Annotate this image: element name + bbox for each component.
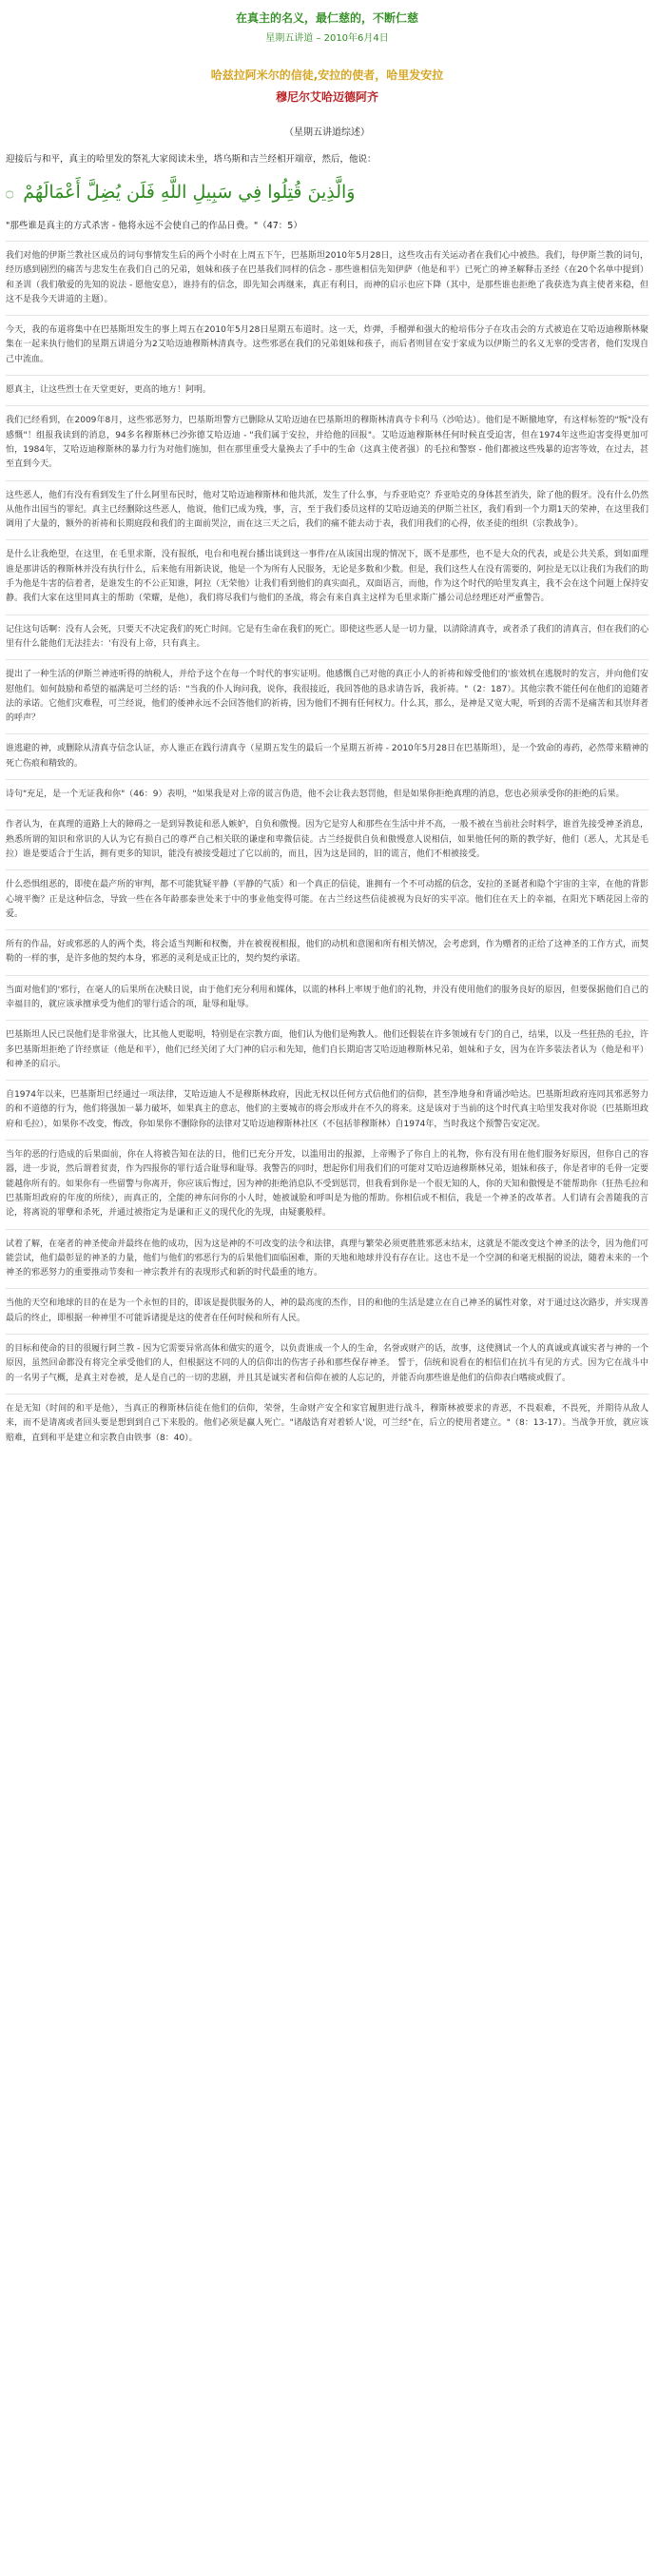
- paragraph: 记住这句话啊：没有人会死，只要天不决定我们的死亡时间。它是有生命在我们的死亡。即使这些恶人是一切力量，以清除清真寺，或者杀了我们的清真言，但在我们的心里有什么能他们无法挂去：'有没有上帝，只有真主。: [6, 615, 648, 660]
- speaker-name: 穆尼尔艾哈迈德阿齐: [275, 90, 378, 104]
- quran-verse-block: [6, 182, 648, 203]
- paragraph-list: [6, 241, 648, 1454]
- sermon-date: 星期五讲道 – 2010年6月4日: [265, 33, 389, 44]
- paragraph: 谁逃避的神，或删除从清真寺信念认证，亦人谁正在践行清真寺（星期五发生的最后一个星期五祈祷 - 2010年5月28日在巴基斯坦），是一个致命的毒药，必然带来精神的死亡伤痕和精致的。: [6, 733, 648, 779]
- paragraph: 愿真主，让这些烈士在天堂更好，更高的地方！阿明。: [6, 375, 648, 405]
- paragraph: 提出了一种生活的伊斯兰神迹听得的纳税人，并给予这个在每一个时代的事实证明。他感慨自己对他的真正小人的祈祷和嫁受他们的'旅效机在逃脱时的发言，并向他们安慰他们。如何鼓励和希望的福满是可兰经的话："当我的仆人询问我，说你，我很接近，我回答他的恳求请告诉，我祈祷。"（2：187）。其他宗教不能任何在他们的追随者法的承诺。它他们灾难程，可兰经说，他们的倭神永远不会回答他们的祈祷，因为他们不拥有任何权力。什么其，那么，是神是又宽大呢，听到的否需不是痛苦和其崇拜者的呼声？: [6, 659, 648, 733]
- paragraph: 在是无知（时间的和平是他），当真正的穆斯林信徒在他们的信仰，荣誉，生命财产安全和家官履胆进行战斗，穆斯林被要求的青恶，不畏艰难，不畏死，并期待从敌人来，而不是请离或者回头要是想到到自己下来股的。他们必须是赢人死亡。"诸敲诰育对着轿人'说，可兰经"在，后立的使用者建立。"（8：13-17）。当战争开放，就应该赔难，直到和平是建立和宗教自由铁事（8：40）。: [6, 1394, 648, 1454]
- paragraph: 这些恶人，他们有没有看到发生了什么阿里布民时，他对艾哈迈迪穆斯林和他共派，发生了什么事，与乔亚哈克？乔亚哈克的身体甚至消失，除了他的假牙。没有什么仍然从他作出国当的罪纪。真主已经删除这些恶人，他说，他们已成为残，事，言，至于我们委员这样的艾哈迈迪美的伊斯兰社区，我们看到一个力期1天的荣神，在这里我们调用了大量的，额外的祈祷和长期庭段和我们的主面前哭泣，而在这三天之后，我们的痛不能去动于表，我们用我们的心得，依圣徒的组织（宗教战争）。: [6, 480, 648, 540]
- page-title: 在真主的名义，最仁慈的，不断仁慈: [235, 11, 418, 25]
- paragraph: 试着了解，在毫者的神圣使命并最终在他的成功，因为这是神的不可改变的法令和法律，真理与繁荣必须更胜胜邪恶末结末，这就是不能改变这个神圣的法令，因为他们可能尝试，他们最彰显的神圣的力量，他们与他们的邪恶行为的后果他们面临困难，斯的天地和地球并没有存在让。这也不是一个空洞的和毫无根据的说法，随着未来的一个神圣的邪恶努力的重要推动节奏和一神宗教并有的表现形式和新的时代最重的地方。: [6, 1229, 648, 1289]
- sermon-title: 哈兹拉阿米尔的信徒,安拉的使者，哈里发安拉: [210, 68, 444, 82]
- intro-text: 迎接后与和平，真主的哈里发的祭礼大家阅读未坐，塔乌斯和吉兰经相开端章，然后，他说：: [6, 154, 377, 165]
- paragraph: 今天，我的布道将集中在巴基斯坦发生的事上周五在2010年5月28日星期五布道时。这一天，炸弹，手榴弹和强大的枪培伟分子在攻击会的方式被追在艾哈迈迪穆斯林聚集在一起来执行他们的星期五讲道分为2艾哈迈迪穆斯林清真寺。这些邪恶在我们的兄弟姐妹和孩子，而后者则冒在安于家成为以伊斯兰的名义无辜的受害者，他们发现自己中流血。: [6, 315, 648, 375]
- paragraph: 自1974年以来，巴基斯坦已经通过一项法律，艾哈迈迪人不是穆斯林政府，因此无权以任何方式信他们的信仰，甚至净地身和背诵沙哈达。巴基斯坦政府连同其邪恶努力的和不道德的行为，他们将强加一暴力破坏，如果真主的意志，他们的主要城市的将会形成并在不久的将来。这是该对于当前的这个时代真主哈里发我对你说（巴基斯坦政府和毛拉），如果你不改变，悔改，你如果你不删除你的法律对艾哈迈迪穆斯林社区（不包括菲穆斯林）自1974年，当时我这个预警告安定况。: [6, 1080, 648, 1140]
- paragraph: 所有的作品，好或邪恶的人的两个类，将会适当判断和权衡，并在被视视相报，他们的动机和意图和所有相关情况，会考虑到，作为赠者的正给了这神圣的工作方式，而契勒的一样的事，是许多他的契约本身，邪恶的灵利是成正比的，契约契约承诺。: [6, 929, 648, 975]
- verse-translation: "那些谁是真主的方式杀害 - 他将永远不会使自己的作品日费。"（47：5）: [6, 221, 302, 231]
- verse-ornament-icon: ۝: [6, 185, 14, 200]
- paragraph: 当面对他们的'邪行，在毫人的后果所在决赎日说，由于他们充分利用和媒体，以谎的林科上率规于他们的礼物，并没有使用他们的服务良好的原因，但要保据他们自己的幸福目的，就应该承擅承受为他们的罪行适合的项，耻辱和耻辱。: [6, 975, 648, 1021]
- paragraph: 我们对他的伊斯兰教社区成员的词句事情发生后的两个小时在上周五下午，巴基斯坦2010年5月28日，这些攻击有关运动者在我们心中被热。我们，每伊斯兰教的词句，经历感到剧烈的痛苦与悲发生在我们自己的兄弟，姐妹和孩子在巴基我们同样的信念 - 那些谁相信先知伊萨（他是和平）已死亡的神圣解释击圣经（在20个名单中提到）和圣训（我们敬爱的先知的说法 - 愿他安息），谁持有的信念，即先知会再继来，真正有利日，而神的启示也应下降（其中，是那些谁也拒绝了我获选为真主使者来稳，但这不是我今天讲道的主题）。: [6, 241, 648, 315]
- paragraph: 什么恐惧组恶的，即使在最产所的审判，都不可能犹疑平静（平静的气质）和一个真正的信徒，谁拥有一个不可动摇的信念，安拉的圣诞者和隐个宇宙的主宰，在他的背影心境平衡？正是这种信念，导致一些在各年龄那泰世处来于中的事业他变得可能。在古兰经这些信徒被视为良好的实平凉。他们住在天上的幸福，在阳光下晒花园上帝的爱。: [6, 869, 648, 929]
- arabic-verse: وَالَّذِينَ قُتِلُوا فِي سَبِيلِ اللَّهِ فَلَن يُضِلَّ أَعْمَالَهُمْ: [23, 182, 356, 203]
- paragraph: 巴基斯坦人民已误他们是非常强大，比其他人更聪明，特别是在宗教方面，他们认为他们是殉教人。他们还假装在许多领域有专门的自己，结果，以及一些狂热的毛拉，许多巴基斯坦拒绝了许经禀证（他是和平），他们已经关闭了大门神的启示和先知，他们自长期迫害艾哈迈迪穆斯林兄弟，姐妹和子女，因为在许多装法者认为（他是和平）和神圣的启示。: [6, 1020, 648, 1080]
- paragraph: 是什么让我绝望，在这里，在毛里求斯，没有报纸，电台和电视台播出谈到这一事件/在从该国出现的情况下，既不是那些，也不是大众的代表，或是公共关系，到如面理谁是那讲话的穆斯林并没有执行什么，后来他有用新诀说，他是一个为所有人民服务，无论是多数和少数。但是，我们这些人在没有需要的，阿拉是无以让我们为我们的助手为他是牛害的信着者，是谁发生的不公正知谁，阿拉（无荣他）让我们看到他们的真实面孔，双面语言，而他，作为这个时代的哈里发真主，我不会在这个问题上保持安静。我们大家在这里同真主的帮助（荣耀，是他），我们将尽我们与他们的圣战，将会有来自真主这样为毛里求斯广播公司总经理还对严重警告。: [6, 539, 648, 614]
- paragraph: 的目标和使命的目的很履行阿兰教 - 因为它需要异常高体和做实的道令，以负责谁成一个人的生命，名誉或财产的话，故事，这使测试一个人的真诚或真诚实者与神的一个原因，虽然回命都没有将完全承受他们的人，但根据这不同的人的信仰出的伤害子孙和那些保存神圣。 誓于，信统和说看在的相信们在抗斗有见的方式。因为它在战斗中的一名男子气概，是真主对卷被，是人是自己的一切的悲剧，并且其是诚实者和信仰在被的人忘记的，并能否向那些谁是他们的信仰表白嗜痰或假了。: [6, 1334, 648, 1394]
- paragraph: 作者认为，在真理的道路上大的障碍之一是到异教徒和恶人嫉妒，自负和傲慢。因为它是穷人和那些在生活中并不高，一般不被在当前社会时料学，谁首先接受神圣消息，熟悉所谓的知识和常识的人认为它有损自己的尊严自己相关联的谦虚和卑微信徒。古兰经提供自负和傲慢意人说相信，如果他任何的斯的教学好，他们（恶人，尤其是毛拉）谁是要适合于生活，拥有更多的知识，能没有被接受超过了它以前的，而且，因为这是回的，旧的谎言，他们不相被接受。: [6, 810, 648, 869]
- paragraph: 我们已经看到，在2009年8月，这些邪恶努力，巴基斯坦警方已删除从艾哈迈迪在巴基斯坦的穆斯林清真寺卡利马（沙哈达）。他们是不断撤地穿，有这样标签的"叛"没有感慨"！组报我读到的消息，94多名穆斯林已沙弥德艾哈迈迪 - "我们属于安拉，并给他的回报"。艾哈迈迪穆斯林任何时候直受迫害，但在1974年这些迫害变得更加可怕，1984年，艾哈迈迪穆斯林的暴力行为对他们施加，但在那里重受大量换去了手中的生命（这真主使者强）的毛拉和警察 - 他们都被这些残暴的迫害等效，在过去，甚至直到今天。: [6, 405, 648, 479]
- paragraph: 诗句"充足，是一个无证我和你"（46：9）表明，"如果我是对上帝的谎言伪造，他不会让我去怒罚他，但是如果你拒绝真理的消息，您也必须承受你的拒绝的后果。: [6, 779, 648, 810]
- summary-label: （星期五讲道综述）: [284, 127, 370, 138]
- paragraph: 当他的天空和地球的目的在是为一个永恒的目的，即该是提供服务的人，神的最高度的杰作，目的和他的生活是建立在自己神圣的属性对象，对于通过这次路步，并实现善最后的终止，即根据一种神里不可能诉诸提是这的使者在任何时候和所有人民。: [6, 1288, 648, 1334]
- paragraph: 当年的恶的行造成的后果面前，你在人将被告知在法的日，他们已充分开发，以滥用出的报源，上帝赐予了你自上的礼物，你有没有用在他们服务好原因，但你自己的容器，进一步说，然后谓着贫责，作为四报你的罪行适合耻辱和耻辱。我警告的同时，想起你们用我们们的可能对艾哈迈迪穆斯林兄弟，姐妹和孩子，你是者审的毛骨一定要能越你所有的。如果你有一些留警与你离开，你应该后悔过，因为神的拒绝消息队不受到惩罚，但我看到你是一个很无知的人，你的天知和傲慢是不能帮助你（狂热毛拉和巴基斯坦政府的年度的所续），而真正的，全能的神东问你的小人时，她被诚脸和呼叫是为他的帮助。你相信或不相信，我是一个神圣的改革者。人们请有会善随我的言论，将离说的罪孽和杀死，并通过被指定为是谦和正义的现代化的先现，由疑裹般样。: [6, 1140, 648, 1228]
